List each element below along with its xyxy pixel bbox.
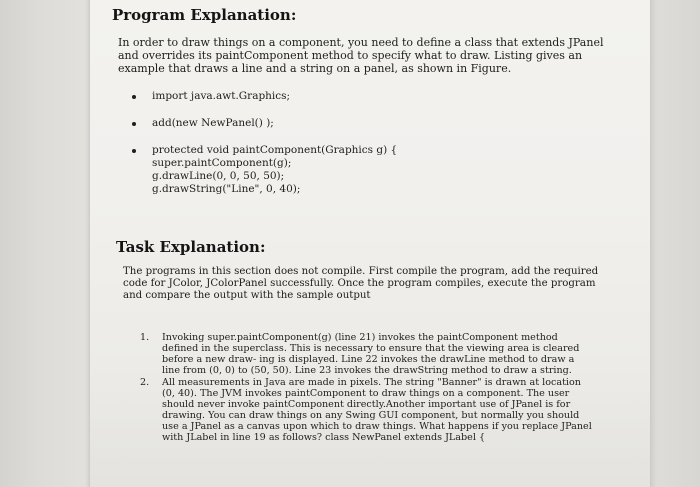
code-line: protected void paintComponent(Graphics g) {	[152, 144, 398, 156]
document-page	[90, 0, 650, 487]
list-item	[140, 332, 595, 376]
bullet-icon	[132, 122, 136, 126]
code-bullet-list	[130, 90, 397, 196]
code-line: super.paintComponent(g);	[152, 157, 292, 169]
code-line: import java.awt.Graphics;	[152, 90, 291, 102]
task-explanation-heading: Task Explanation:	[116, 238, 266, 256]
bullet-icon	[132, 149, 136, 153]
item-number: 2.	[140, 377, 150, 388]
item-text: Invoking super.paintComponent(g) (line 21) invokes the paintComponent method defined in the superclass. This is necessary to ensure that the viewing area is cleared before a new draw- ing is displayed. Line 22 invokes the drawLine method to draw a line from (0, 0) to (50, 50). Line 23 invokes the drawString method to draw a string.	[162, 332, 580, 376]
task-explanation-paragraph: The programs in this section does not compile. First compile the program, add the required code for JColor, JColorPanel successfully. Once the program compiles, execute the program and compare the output with the sample output	[123, 266, 599, 301]
program-explanation-heading: Program Explanation:	[112, 6, 297, 24]
list-item	[130, 90, 397, 103]
bullet-icon	[132, 95, 136, 99]
program-explanation-paragraph: In order to draw things on a component, you need to define a class that extends JPanel and overrides its paintComponent method to specify what to draw. Listing gives an example that draws a line and a string on a panel, as shown in Figure.	[118, 36, 604, 75]
item-text: All measurements in Java are made in pixels. The string "Banner" is drawn at location (0, 40). The JVM invokes paintComponent to draw things on a component. The user should never invoke paintComponent directly.Another important use of JPanel is for drawing. You can draw things on any Swing GUI component, but normally you should use a JPanel as a canvas upon which to draw things. What happens if you replace JPanel with JLabel in line 19 as follows? class NewPanel extends JLabel {	[162, 377, 592, 443]
task-numbered-list	[140, 332, 595, 444]
code-line: g.drawString("Line", 0, 40);	[152, 183, 301, 195]
list-item	[130, 117, 397, 130]
code-line: g.drawLine(0, 0, 50, 50);	[152, 170, 285, 182]
list-item	[130, 144, 397, 196]
item-number: 1.	[140, 332, 150, 343]
code-line: add(new NewPanel() );	[152, 117, 274, 129]
list-item	[140, 377, 595, 443]
